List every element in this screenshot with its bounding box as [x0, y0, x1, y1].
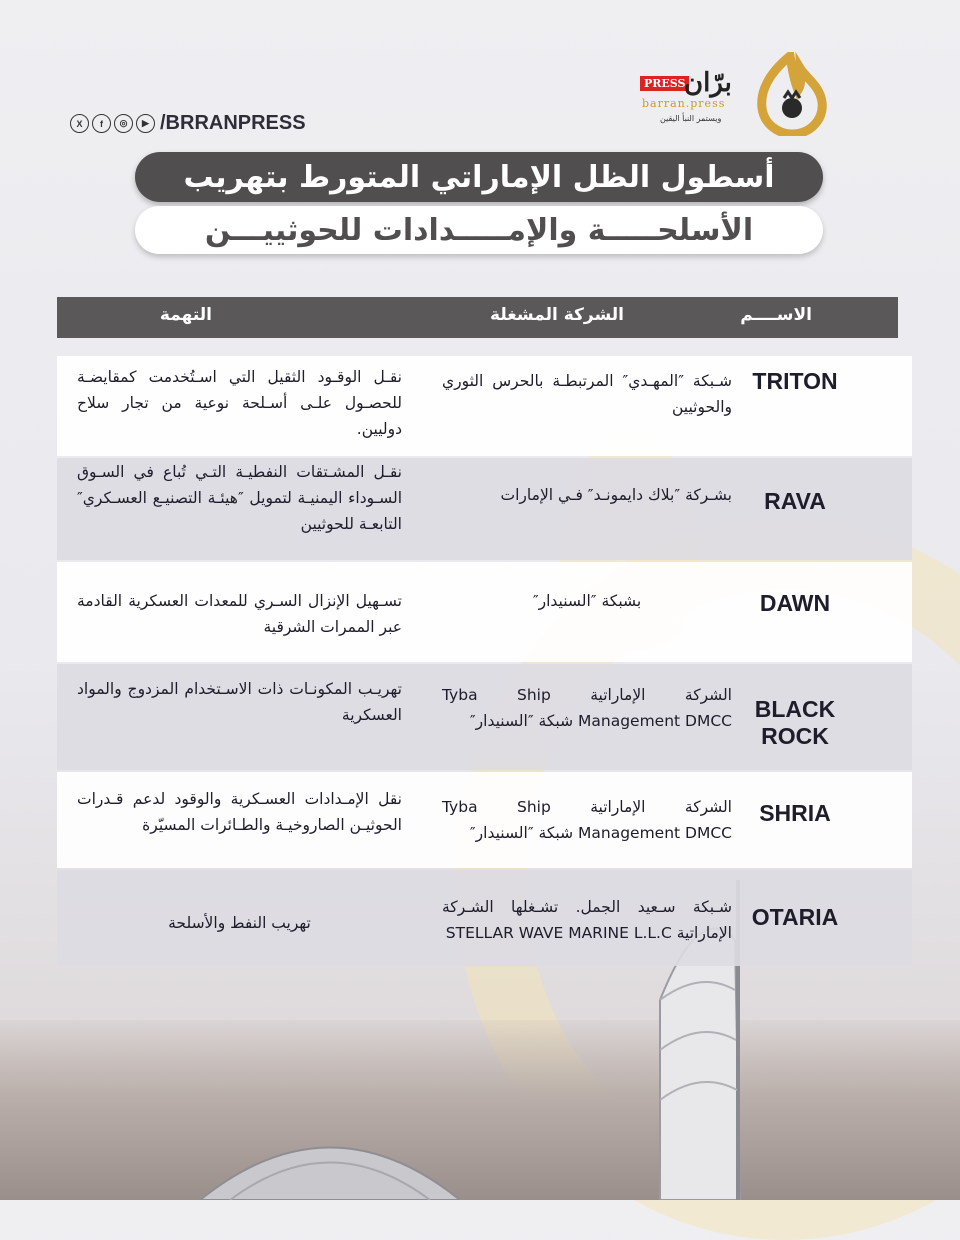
brand-logo [640, 52, 830, 136]
header-name: الاســــم [740, 305, 812, 325]
facebook-icon[interactable]: f [92, 114, 111, 133]
table-row [57, 664, 912, 770]
operating-company: الشركة الإماراتية Tyba Ship Management DMCC شبكة ″السنيدار″ [442, 686, 732, 730]
charge-text: تهريـب المكونـات ذات الاسـتخدام المزدوج والمواد العسكرية [77, 680, 402, 724]
instagram-icon[interactable]: ◎ [114, 114, 133, 133]
press-badge: PRESS [640, 76, 689, 91]
brand-wordmark: برّان [684, 68, 732, 98]
charge-text: تسـهيل الإنزال السـري للمعدات العسكرية القادمة عبر الممرات الشرقية [77, 592, 402, 636]
vessel-name: SHRIA [759, 800, 831, 826]
youtube-icon[interactable]: ▶ [136, 114, 155, 133]
vessel-name: BLACK ROCK [754, 696, 836, 749]
table-header [57, 297, 898, 338]
table-row [57, 562, 912, 662]
vessel-name: TRITON [752, 368, 838, 394]
social-handle[interactable]: /BRRANPRESS [160, 112, 306, 134]
operating-company: شـبكة سـعيد الجمل. تشـغلها الشـركة الإماراتية STELLAR WAVE MARINE L.L.C [442, 898, 732, 942]
operating-company: بشـركة ″بلاك دايمونـد″ فـي الإمارات [500, 486, 732, 504]
table-row [57, 772, 912, 868]
table-row [57, 458, 912, 560]
charge-text: نقـل المشـتقات النفطيـة التـي تُباع في السـوق السـوداء اليمنيـة لتمويل ″هيئـة التصنيـع العسـكري″ التابعـة للحوثيين [77, 463, 402, 533]
operating-company: بشبكة ″السنيدار″ [532, 592, 642, 610]
city-skyline-photo [0, 1020, 960, 1200]
header-company: الشركة المشغلة [490, 305, 624, 325]
social-links [70, 112, 306, 135]
title-line-1: أسطول الظل الإماراتي المتورط بتهريب [135, 152, 823, 202]
brand-tagline: ويستمر النبأ اليقين [660, 114, 722, 123]
vessel-name: RAVA [764, 488, 826, 514]
vessel-name: OTARIA [751, 904, 839, 930]
jumeirah-hotel-illustration [200, 1115, 460, 1200]
vessel-name: DAWN [759, 590, 831, 616]
table-row [57, 356, 912, 456]
operating-company: شـبكة ″المهـدي″ المرتبطـة بالحرس الثوري والحوثيين [442, 372, 732, 416]
table-row [57, 870, 912, 966]
charge-text: تهريب النفط والأسلحة [168, 914, 311, 932]
title-line-2: الأسلحـــــة والإمـــــدادات للحوثييـــن [135, 206, 823, 254]
x-icon[interactable]: X [70, 114, 89, 133]
operating-company: الشركة الإماراتية Tyba Ship Management DMCC شبكة ″السنيدار″ [442, 798, 732, 842]
header-charge: التهمة [159, 305, 212, 325]
charge-text: نقـل الوقـود الثقيل التي اسـتُخدمت كمقايضـة للحصـول علـى أسـلحة نوعية من تجار سلاح دوليين. [77, 368, 402, 438]
charge-text: نقل الإمـدادات العسـكرية والوقود لدعم قـدرات الحوثيـن الصاروخيـة والطـائرات المسيّرة [77, 790, 402, 834]
rooster-flame-icon [748, 52, 832, 136]
brand-site: barran.press [642, 97, 726, 110]
